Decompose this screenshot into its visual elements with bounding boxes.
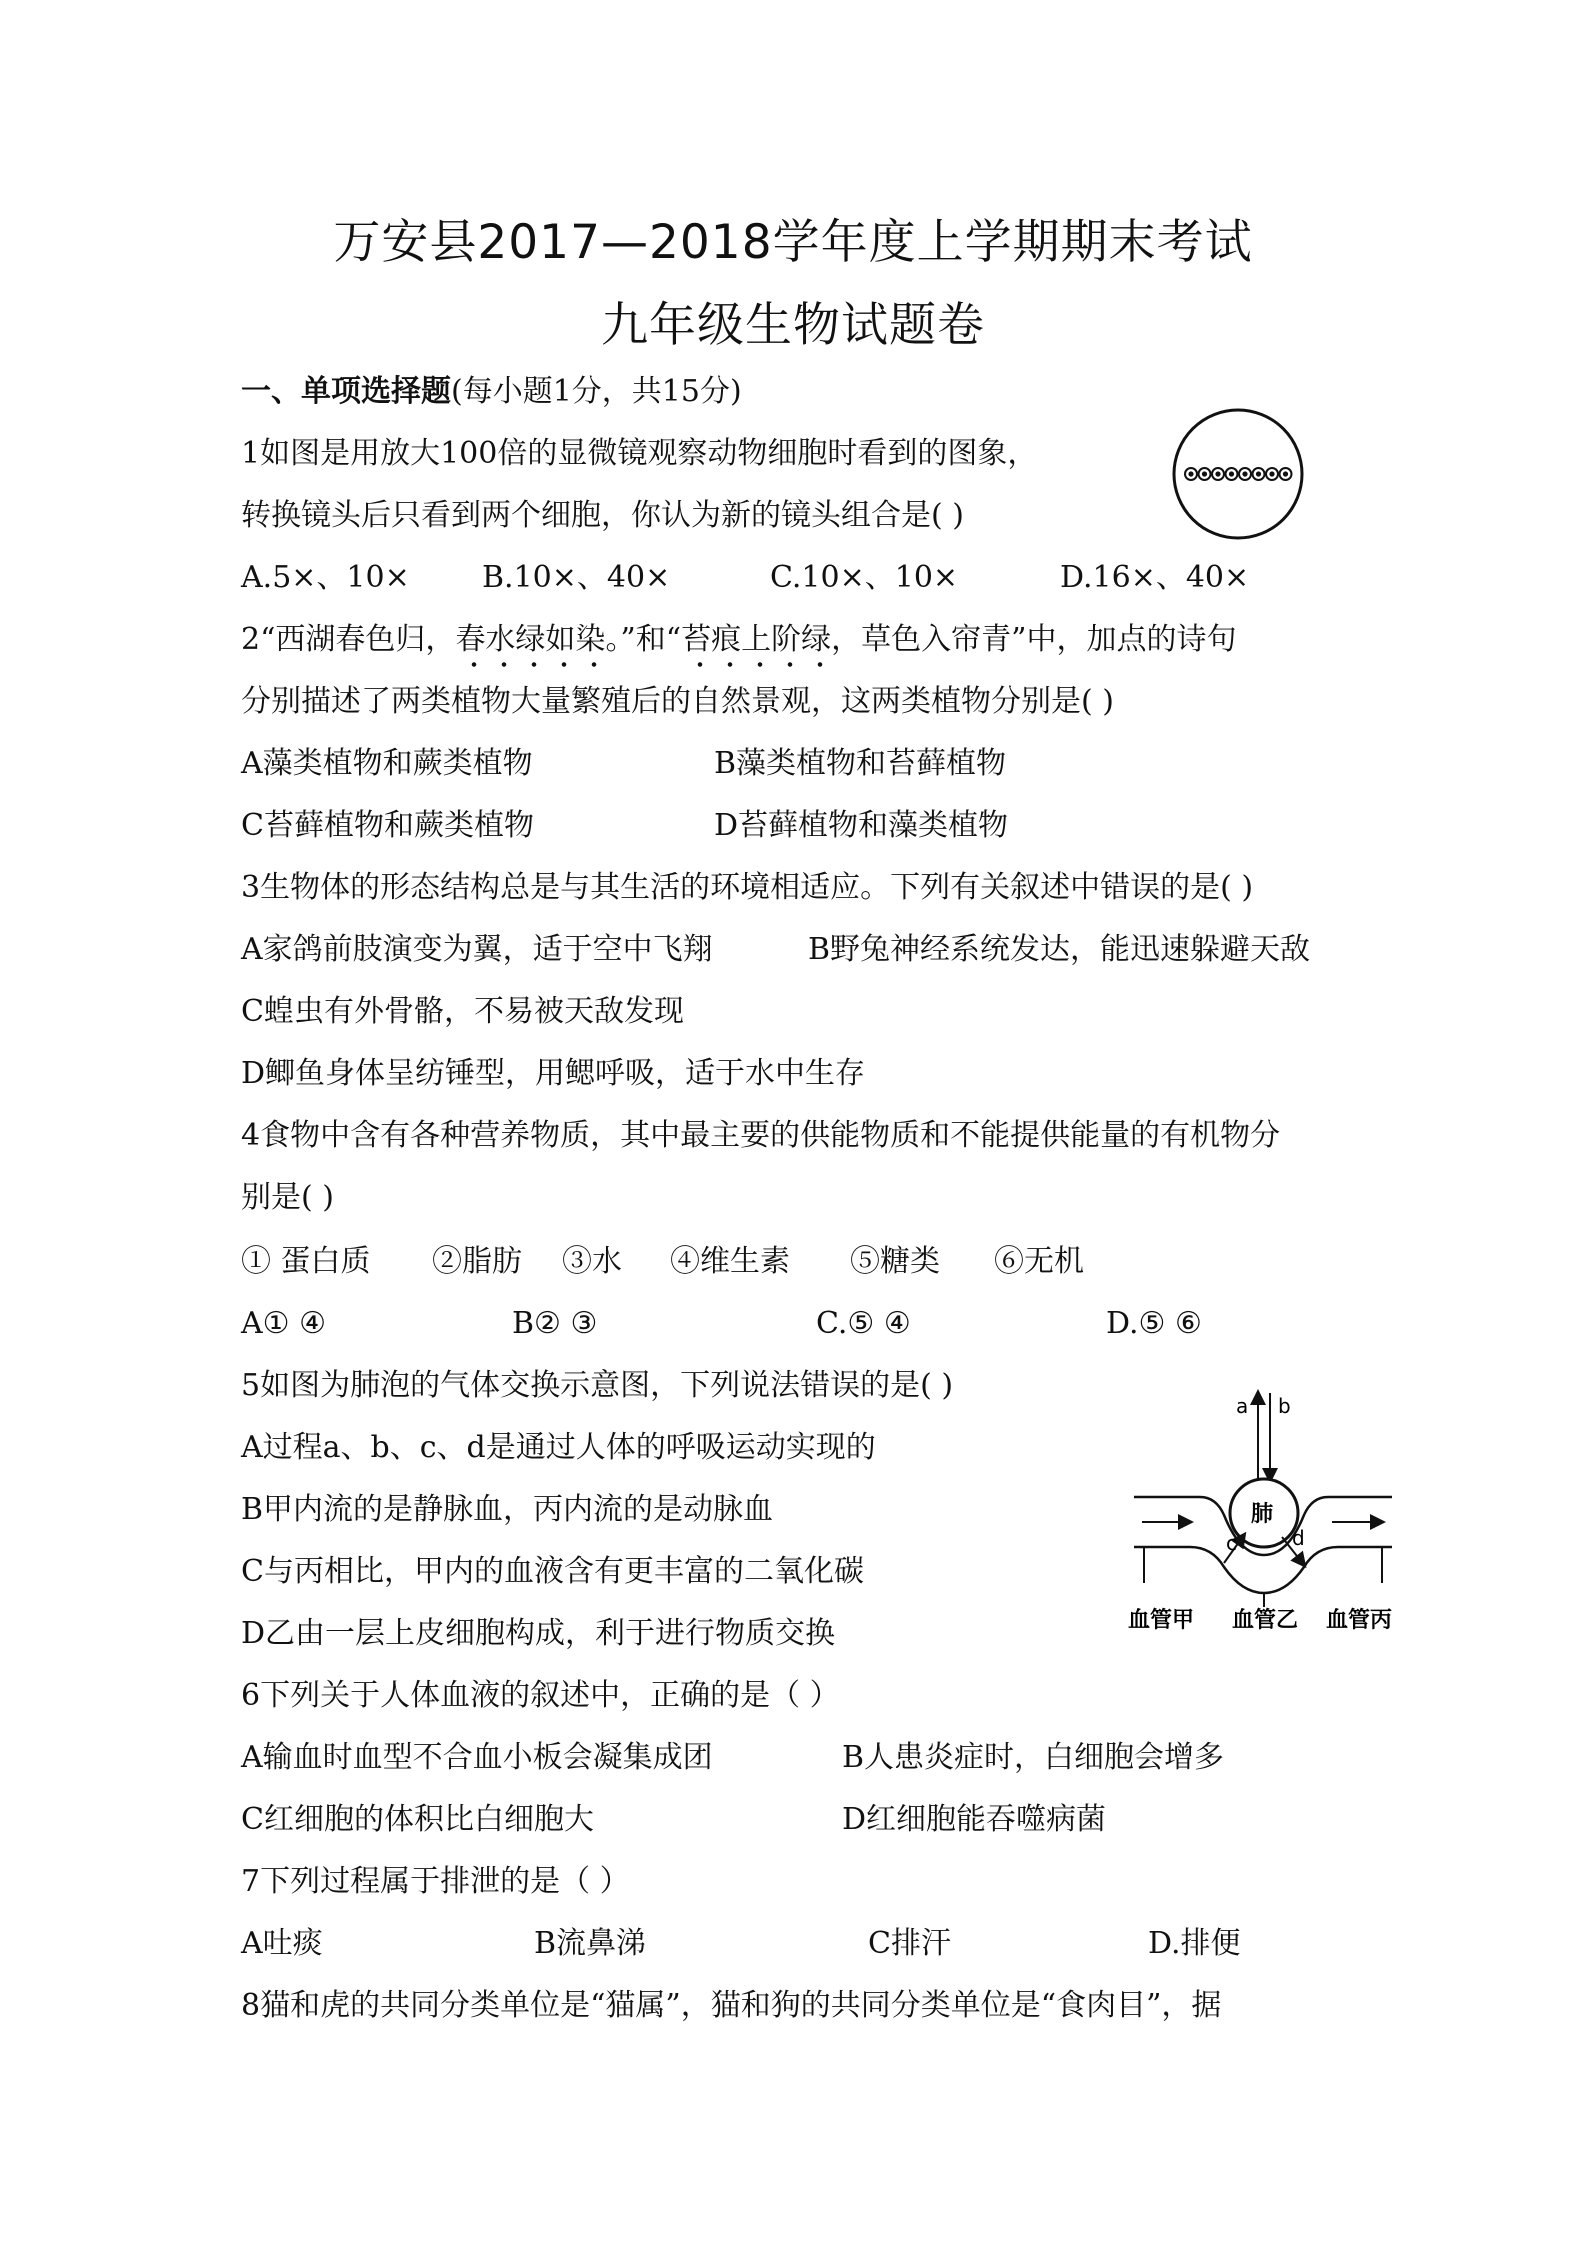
q4-option-a: A① ④ (241, 1306, 326, 1341)
q2-text-b: 。”和“ (605, 622, 682, 657)
q5-stem: 5如图为肺泡的气体交换示意图，下列说法错误的是( ) (241, 1368, 954, 1403)
q4-option-d: D.⑤ ⑥ (1106, 1306, 1202, 1341)
q6-stem: 6下列关于人体血液的叙述中，正确的是（ ） (241, 1678, 840, 1713)
exam-subtitle: 九年级生物试题卷 (601, 298, 985, 353)
q4-item-4: ④维生素 (670, 1244, 790, 1279)
q7-option-a: A吐痰 (241, 1926, 323, 1961)
vessel-label-1: 血管甲 (1128, 1608, 1195, 1633)
q1-stem-line2: 转换镜头后只看到两个细胞，你认为新的镜头组合是( ) (241, 498, 964, 533)
q2-text-c: ，草色入帘青”中，加点的诗句 (831, 622, 1237, 657)
q1-option-c: C.10×、10× (770, 560, 959, 595)
q2-stem-line2: 分别描述了两类植物大量繁殖后的自然景观，这两类植物分别是( ) (241, 684, 1114, 719)
q2-option-d: D苔藓植物和藻类植物 (714, 808, 1009, 843)
alveolus-diagram (1120, 1385, 1410, 1635)
exam-title: 万安县2017—2018学年度上学期期末考试 (333, 215, 1253, 270)
q2-option-c: C苔藓植物和蕨类植物 (241, 808, 534, 843)
q1-microscope-figure (1168, 404, 1308, 544)
q2-option-a: A藻类植物和蕨类植物 (241, 746, 533, 781)
q3-stem: 3生物体的形态结构总是与其生活的环境相适应。下列有关叙述中错误的是( ) (241, 870, 1254, 905)
q4-option-b: B② ③ (512, 1306, 598, 1341)
label-b: b (1278, 1394, 1291, 1418)
q4-item-1: ① 蛋白质 (241, 1244, 371, 1279)
q6-option-b: B人患炎症时，白细胞会增多 (842, 1740, 1225, 1775)
section-label: 一、单项选择题 (241, 374, 451, 409)
cell-nucleus (1270, 472, 1273, 475)
q4-stem-line2: 别是( ) (241, 1180, 334, 1215)
label-a: a (1236, 1394, 1249, 1418)
q2-stem-line1 (241, 620, 1236, 660)
q5-option-c: C与丙相比，甲内的血液含有更丰富的二氧化碳 (241, 1554, 864, 1589)
cell-nucleus (1284, 472, 1287, 475)
section-heading (241, 372, 742, 412)
cell-nucleus (1203, 472, 1206, 475)
q7-stem: 7下列过程属于排泄的是（ ） (241, 1864, 630, 1899)
q1-option-b: B.10×、40× (482, 560, 671, 595)
q1-option-a: A.5×、10× (241, 560, 410, 595)
q5-option-b: B甲内流的是静脉血，丙内流的是动脉血 (241, 1492, 774, 1527)
q7-option-c: C排汗 (868, 1926, 951, 1961)
q3-option-d: D鲫鱼身体呈纺锤型，用鳃呼吸，适于水中生存 (241, 1056, 866, 1091)
label-d: d (1292, 1526, 1305, 1550)
q1-option-d: D.16×、40× (1060, 560, 1250, 595)
cell-chain (1185, 468, 1292, 480)
q6-option-d: D红细胞能吞噬病菌 (842, 1802, 1107, 1837)
cell-nucleus (1216, 472, 1219, 475)
q4-item-5: ⑤糖类 (850, 1244, 940, 1279)
q2-dotted-phrase-2: 苔痕上阶绿 (681, 622, 832, 657)
q1-stem-line1: 1如图是用放大100倍的显微镜观察动物细胞时看到的图象， (241, 436, 1038, 471)
q4-item-6: ⑥无机 (994, 1244, 1084, 1279)
lung-label: 肺 (1251, 1502, 1274, 1527)
vessel-label-2: 血管乙 (1232, 1608, 1299, 1633)
q7-option-b: B流鼻涕 (534, 1926, 647, 1961)
q7-option-d: D.排便 (1148, 1926, 1241, 1961)
q5-option-a: A过程a、b、c、d是通过人体的呼吸运动实现的 (241, 1430, 876, 1465)
q2-text-a: 2“西湖春色归， (241, 622, 456, 657)
q6-option-a: A输血时血型不合血小板会凝集成团 (241, 1740, 713, 1775)
q8-stem: 8猫和虎的共同分类单位是“猫属”，猫和狗的共同分类单位是“食肉目”，据 (241, 1988, 1222, 2023)
q3-option-b: B野兔神经系统发达，能迅速躲避天敌 (808, 932, 1311, 967)
q6-option-c: C红细胞的体积比白细胞大 (241, 1802, 594, 1837)
q3-option-c: C蝗虫有外骨骼，不易被天敌发现 (241, 994, 684, 1029)
q2-dotted-phrase-1: 春水绿如染 (455, 622, 606, 657)
q4-option-c: C.⑤ ④ (816, 1306, 911, 1341)
q4-item-2: ②脂肪 (432, 1244, 522, 1279)
cell-nucleus (1230, 472, 1233, 475)
label-c: c (1226, 1531, 1237, 1555)
q2-option-b: B藻类植物和苔藓植物 (714, 746, 1007, 781)
q4-stem-line1: 4食物中含有各种营养物质，其中最主要的供能物质和不能提供能量的有机物分 (241, 1118, 1281, 1153)
cell-nucleus (1189, 472, 1192, 475)
cell-nucleus (1243, 472, 1246, 475)
vessel-label-3: 血管丙 (1326, 1608, 1393, 1633)
q3-option-a: A家鸽前肢演变为翼，适于空中飞翔 (241, 932, 713, 967)
q4-item-3: ③水 (562, 1244, 622, 1279)
section-note: (每小题1分，共15分) (451, 374, 742, 409)
q5-option-d: D乙由一层上皮细胞构成，利于进行物质交换 (241, 1616, 836, 1651)
cell-nucleus (1257, 472, 1260, 475)
